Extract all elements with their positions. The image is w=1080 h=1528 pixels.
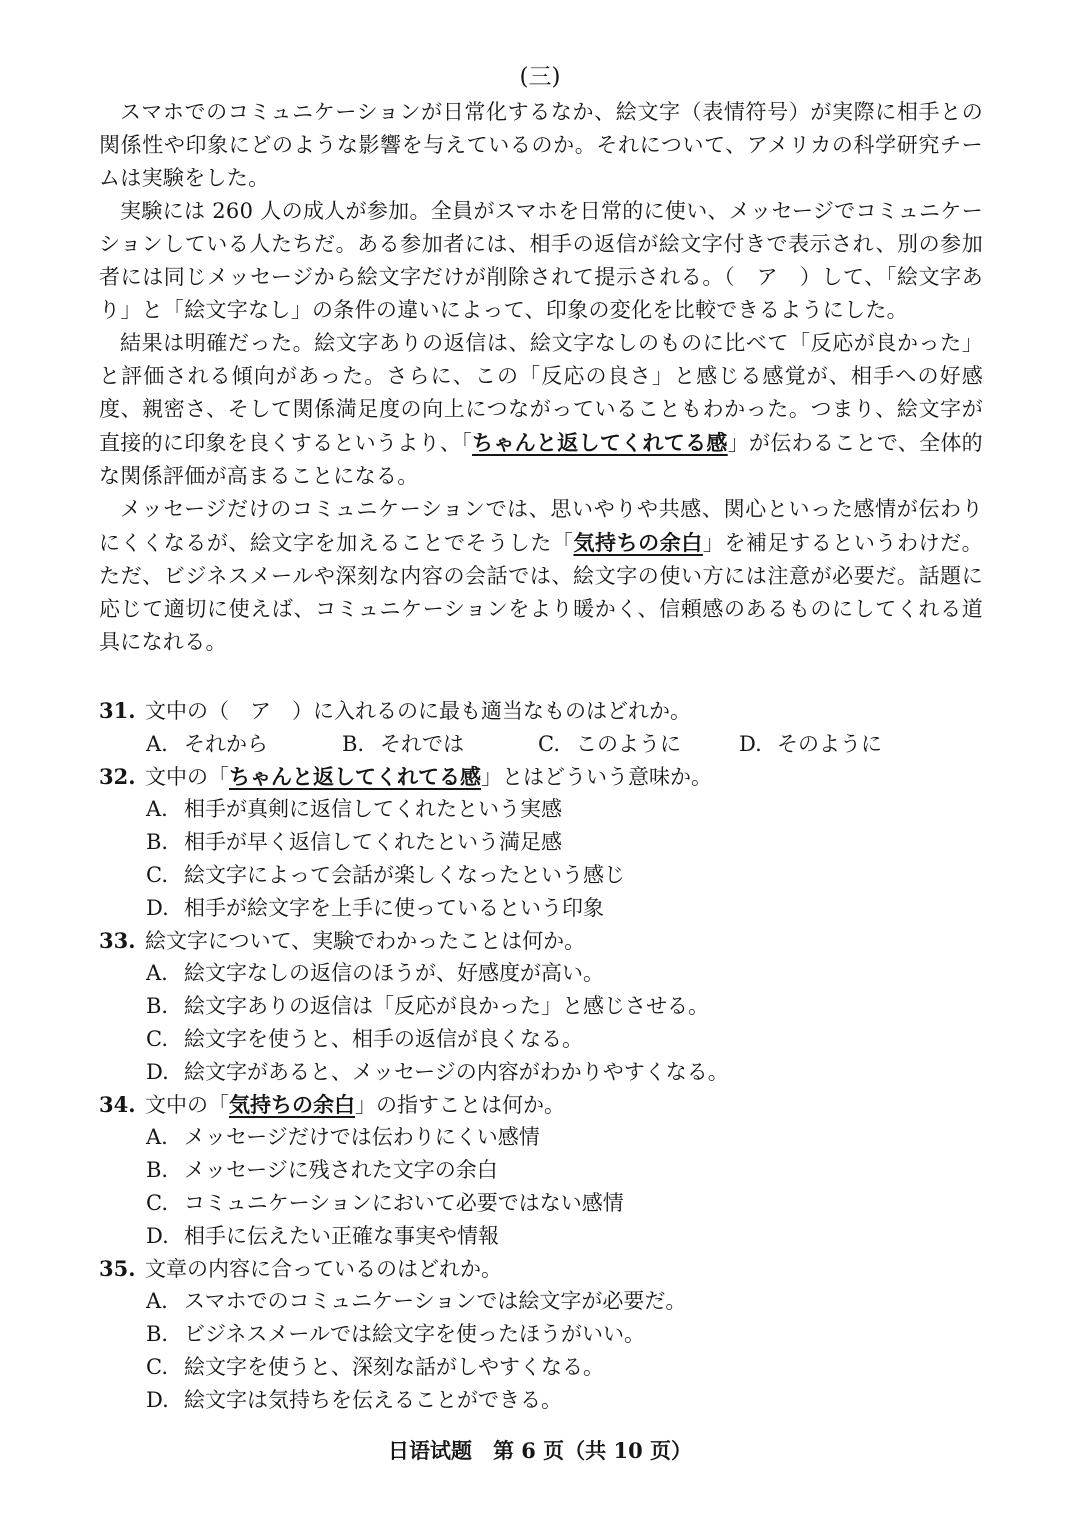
option-text: ビジネスメールでは絵文字を使ったほうがいい。 <box>184 1322 645 1347</box>
option-c[interactable] <box>99 1023 983 1056</box>
option-letter: A. <box>146 731 168 756</box>
stem-text-b: 」とはどういう意味か。 <box>481 764 712 789</box>
option-a[interactable] <box>99 793 983 826</box>
option-d[interactable] <box>739 728 882 761</box>
option-letter: A. <box>146 961 168 986</box>
question-31-options <box>99 728 983 761</box>
option-letter: C. <box>146 862 168 887</box>
option-text: 絵文字によって会話が楽しくなったという感じ <box>184 862 625 887</box>
option-text: 相手が早く返信してくれたという満足感 <box>184 830 562 855</box>
option-letter: B. <box>146 994 169 1019</box>
option-d[interactable] <box>99 1056 983 1089</box>
option-text: 相手が絵文字を上手に使っているという印象 <box>184 895 604 920</box>
option-text: 絵文字があると、メッセージの内容がわかりやすくなる。 <box>184 1059 729 1084</box>
option-letter: D. <box>146 1059 169 1084</box>
question-number: 31. <box>99 698 136 723</box>
option-letter: D. <box>146 895 169 920</box>
option-letter: A. <box>146 797 168 822</box>
option-text: それでは <box>380 731 464 756</box>
option-text: 絵文字なしの返信のほうが、好感度が高い。 <box>184 961 604 986</box>
option-letter: C. <box>538 731 560 756</box>
question-stem <box>145 761 712 794</box>
option-text: 絵文字を使うと、深刻な話がしやすくなる。 <box>184 1354 604 1379</box>
option-c[interactable] <box>99 859 983 892</box>
question-number: 35. <box>99 1255 136 1281</box>
option-letter: A. <box>146 1125 168 1150</box>
option-text: メッセージだけでは伝わりにくい感情 <box>184 1125 540 1150</box>
option-b[interactable] <box>99 1154 983 1187</box>
question-number: 33. <box>99 927 136 953</box>
paragraph-4-text-b: 」を補足するというわけだ。ただ、ビジネスメールや深刻な内容の会話では、絵文字の使い方には注意が必要だ。話題に応じて適切に使えば、コミュニケーションをより暖かく、信頼感のあるものにしてくれる道具になれる。 <box>99 531 983 654</box>
question-stem <box>145 1089 565 1122</box>
question-list <box>99 695 983 1417</box>
underlined-phrase-chanto: ちゃんと返してくれてる感 <box>472 430 728 455</box>
question-number: 32. <box>99 763 136 789</box>
option-letter: D. <box>739 731 762 756</box>
option-text: 相手に伝えたい正確な事実や情報 <box>184 1223 499 1248</box>
option-d[interactable] <box>99 1220 983 1253</box>
question-stem: 絵文字について、実験でわかったことは何か。 <box>145 928 586 953</box>
option-letter: C. <box>146 1026 168 1051</box>
option-d[interactable] <box>99 892 983 925</box>
passage-paragraph-4 <box>99 493 983 659</box>
option-letter: D. <box>146 1223 169 1248</box>
option-letter: D. <box>146 1387 169 1412</box>
option-text: それから <box>184 731 268 756</box>
passage-paragraph-3 <box>99 327 983 493</box>
option-text: 絵文字は気持ちを伝えることができる。 <box>184 1387 562 1412</box>
option-text: コミュニケーションにおいて必要ではない感情 <box>184 1190 624 1215</box>
option-a[interactable] <box>99 1121 983 1154</box>
stem-text-a: 文中の「 <box>145 764 229 789</box>
question-35 <box>99 1253 983 1286</box>
passage-paragraph-1: スマホでのコミュニケーションが日常化するなか、絵文字（表情符号）が実際に相手との関係性や印象にどのような影響を与えているのか。それについて、アメリカの科学研究チームは実験をした。 <box>99 100 983 190</box>
question-number: 34. <box>99 1091 136 1117</box>
option-text: メッセージに残された文字の余白 <box>184 1158 498 1183</box>
stem-text-a: 文中の「 <box>145 1092 229 1117</box>
option-text: スマホでのコミュニケーションでは絵文字が必要だ。 <box>184 1289 687 1314</box>
stem-underlined-phrase: ちゃんと返してくれてる感 <box>229 763 481 789</box>
option-text: 相手が真剣に返信してくれたという実感 <box>184 797 562 822</box>
page-footer: 日语试题 第 6 页（共 10 页） <box>387 1438 693 1463</box>
option-text: 絵文字を使うと、相手の返信が良くなる。 <box>184 1026 583 1051</box>
question-32 <box>99 761 983 794</box>
option-b[interactable] <box>99 826 983 859</box>
option-b[interactable] <box>342 728 538 761</box>
option-letter: C. <box>146 1190 168 1215</box>
paragraph-3-text-b: 」が伝わることで、全体的な関係評価が高まることになる。 <box>99 431 983 488</box>
question-33 <box>99 925 983 958</box>
option-b[interactable] <box>99 990 983 1023</box>
option-a[interactable] <box>99 957 983 990</box>
option-c[interactable] <box>538 728 739 761</box>
stem-underlined-phrase: 気持ちの余白 <box>229 1091 355 1117</box>
question-stem: 文中の（ ア ）に入れるのに最も適当なものはどれか。 <box>145 699 691 723</box>
option-text: そのように <box>777 731 882 756</box>
paragraph-4-text-a: メッセージだけのコミュニケーションでは、思いやりや共感、関心といった感情が伝わりにくくなるが、絵文字を加えることでそうした「 <box>99 497 983 555</box>
option-text: このように <box>576 731 681 756</box>
option-letter: C. <box>146 1354 168 1379</box>
reading-passage <box>99 96 983 659</box>
paragraph-3-text-a: 結果は明確だった。絵文字ありの返信は、絵文字なしのものに比べて「反応が良かった」と評価される傾向があった。さらに、この「反応の良さ」と感じる感覚が、相手への好感度、親密さ、そして関係満足度の向上につながっていることもわかった。つまり、絵文字が直接的に印象を良くするというより、「 <box>99 331 983 455</box>
option-letter: B. <box>146 1322 169 1347</box>
option-c[interactable] <box>99 1187 983 1220</box>
option-letter: A. <box>146 1289 168 1314</box>
section-title: (三) <box>519 64 561 90</box>
passage-paragraph-2: 実験には 260 人の成人が参加。全員がスマホを日常的に使い、メッセージでコミュニケーションしている人たちだ。ある参加者には、相手の返信が絵文字付きで表示され、別の参加者には同じメッセージから絵文字だけが削除されて提示される。（ ア ）して、「絵文字あり」と「絵文字なし」の条件の違いによって、印象の変化を比較できるようにした。 <box>99 199 983 322</box>
option-c[interactable] <box>99 1351 983 1384</box>
option-text: 絵文字ありの返信は「反応が良かった」と感じさせる。 <box>184 994 709 1019</box>
option-a[interactable] <box>99 1285 983 1318</box>
option-letter: B. <box>146 1158 169 1183</box>
option-letter: B. <box>342 731 365 756</box>
option-letter: B. <box>146 830 169 855</box>
option-d[interactable] <box>99 1384 983 1417</box>
stem-text-b: 」の指すことは何か。 <box>355 1092 565 1117</box>
question-stem: 文章の内容に合っているのはどれか。 <box>145 1256 502 1281</box>
question-34 <box>99 1089 983 1122</box>
option-b[interactable] <box>99 1318 983 1351</box>
option-a[interactable] <box>146 728 342 761</box>
underlined-phrase-kimochi: 気持ちの余白 <box>573 530 703 555</box>
question-31 <box>99 695 983 728</box>
